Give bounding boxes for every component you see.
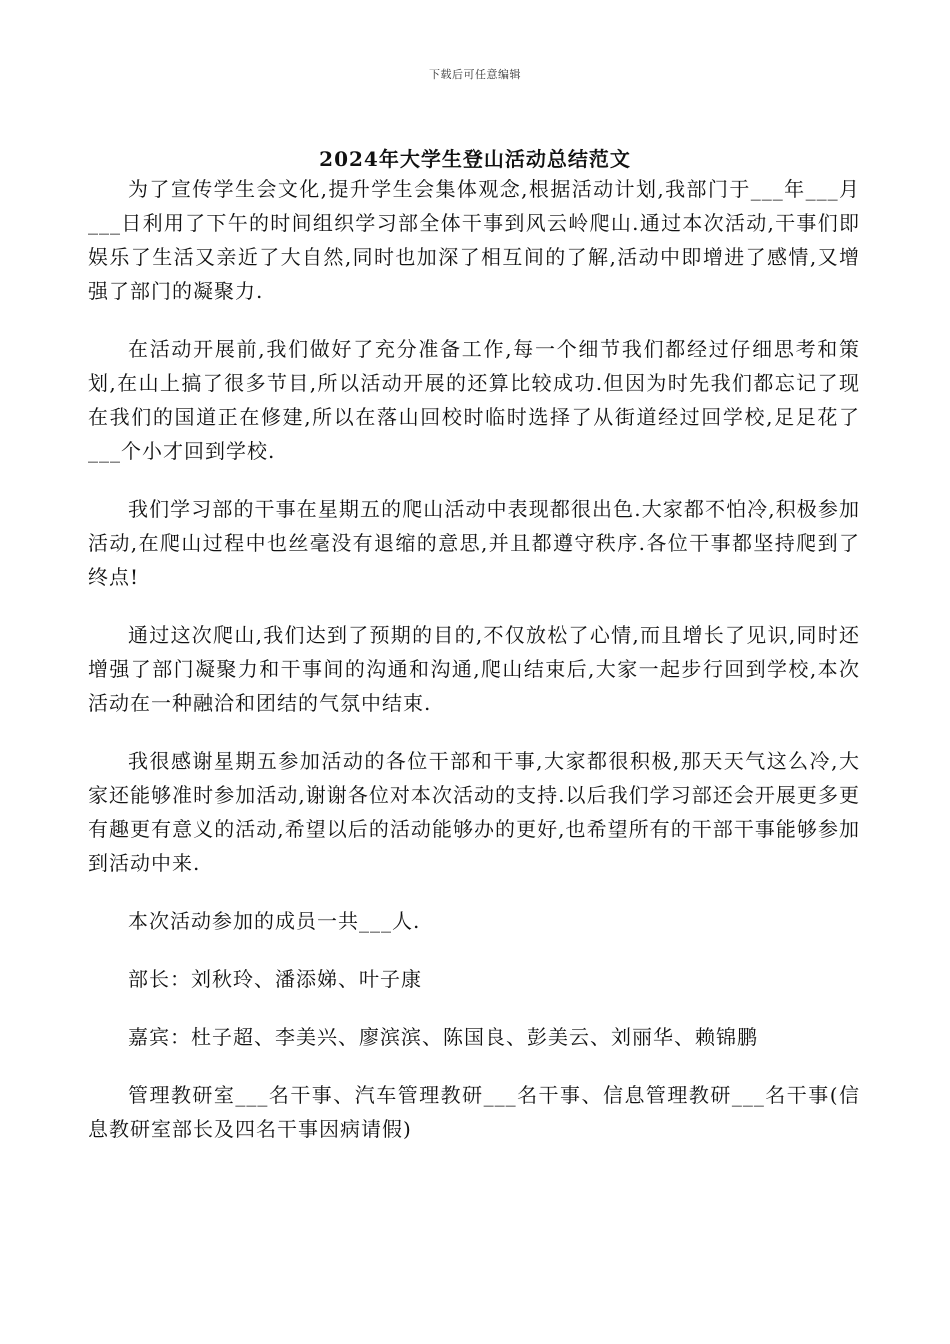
paragraph-performance: 我们学习部的干事在星期五的爬山活动中表现都很出色.大家都不怕冷,积极参加活动,在爬山过程中也丝毫没有退缩的意思,并且都遵守秩序.各位干事都坚持爬到了终点! bbox=[88, 497, 860, 589]
paragraph-intro: 为了宣传学生会文化,提升学生会集体观念,根据活动计划,我部门于___年___月___日利用了下午的时间组织学习部全体干事到风云岭爬山.通过本次活动,干事们即娱乐了生活又亲近了大自然,同时也加深了相互间的了解,活动中即增进了感情,又增强了部门的凝聚力. bbox=[88, 177, 860, 303]
document-title: 2024年大学生登山活动总结范文 bbox=[319, 147, 631, 171]
paragraph-preparation: 在活动开展前,我们做好了充分准备工作,每一个细节我们都经过仔细思考和策划,在山上搞了很多节目,所以活动开展的还算比较成功.但因为时先我们都忘记了现在我们的国道正在修建,所以在落山回校时临时选择了从街道经过回学校,足足花了___个小才回到学校. bbox=[88, 337, 860, 463]
paragraph-guests: 嘉宾：杜子超、李美兴、廖滨滨、陈国良、彭美云、刘丽华、赖锦鹏 bbox=[128, 1025, 758, 1049]
paragraph-member-count: 本次活动参加的成员一共___人. bbox=[128, 909, 421, 933]
paragraph-departments: 管理教研室___名干事、汽车管理教研___名干事、信息管理教研___名干事(信息教研室部长及四名干事因病请假) bbox=[88, 1083, 860, 1141]
paragraph-thanks: 我很感谢星期五参加活动的各位干部和干事,大家都很积极,那天天气这么冷,大家还能够准时参加活动,谢谢各位对本次活动的支持.以后我们学习部还会开展更多更有趣更有意义的活动,希望以后的活动能够办的更好,也希望所有的干部干事能够参加到活动中来. bbox=[88, 749, 860, 875]
paragraph-outcome: 通过这次爬山,我们达到了预期的目的,不仅放松了心情,而且增长了见识,同时还增强了部门凝聚力和干事间的沟通和沟通,爬山结束后,大家一起步行回到学校,本次活动在一种融洽和团结的气氛中结束. bbox=[88, 623, 860, 715]
paragraph-ministers: 部长：刘秋玲、潘添娣、叶子康 bbox=[128, 967, 422, 991]
header-note: 下载后可任意编辑 bbox=[429, 68, 521, 81]
document-body bbox=[88, 172, 860, 1146]
